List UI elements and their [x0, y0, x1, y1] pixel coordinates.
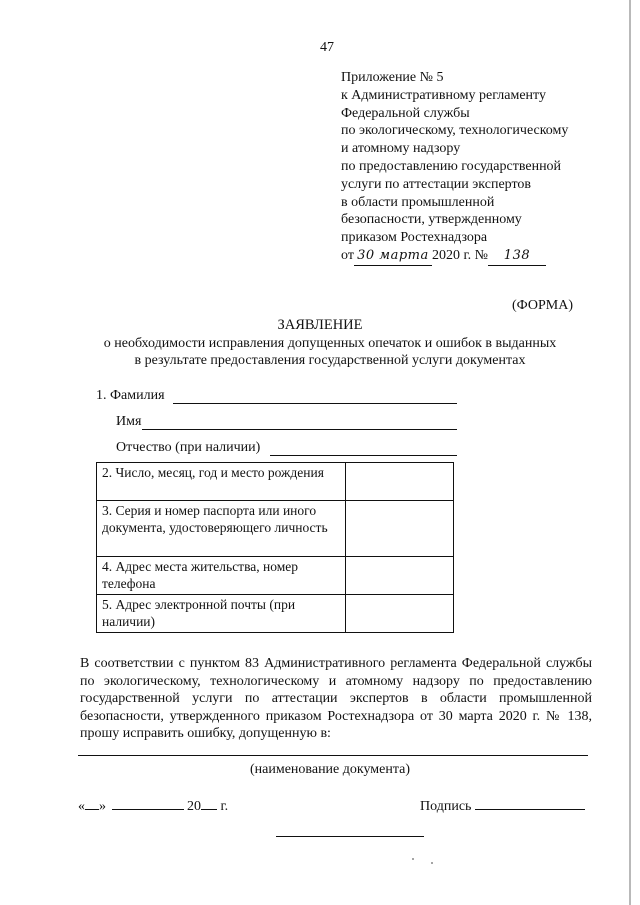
- handwritten-order-number: 138: [488, 247, 546, 266]
- scan-speck: [412, 858, 414, 860]
- year-number-text: 2020 г. №: [431, 247, 488, 263]
- open-quote: «: [78, 799, 85, 814]
- table-row-label: 5. Адрес электронной почты (при наличии): [97, 595, 346, 633]
- signature-input-line[interactable]: [475, 809, 585, 810]
- table-row: [97, 501, 454, 557]
- patronymic-input-line[interactable]: [270, 455, 457, 456]
- year-prefix: 20: [187, 799, 201, 814]
- table-row-label: 2. Число, месяц, год и место рождения: [97, 463, 346, 501]
- year-input-line[interactable]: [201, 809, 217, 810]
- subtitle-line-1: о необходимости исправления допущенных опечаток и ошибок в выданных: [103, 336, 557, 351]
- appendix-line: по предоставлению государственной: [341, 158, 562, 174]
- year-suffix: г.: [220, 799, 229, 814]
- date-field: [78, 799, 228, 815]
- table-row-value-cell[interactable]: [346, 463, 454, 501]
- signature-field: [420, 799, 585, 815]
- close-quote: »: [99, 799, 106, 814]
- signature-label: Подпись: [420, 799, 472, 814]
- subtitle-line-2: в результате предоставления государственной услуги документах: [134, 353, 526, 368]
- appendix-line: приказом Ростехнадзора: [341, 230, 488, 246]
- surname-input-line[interactable]: [173, 403, 457, 404]
- appendix-line: по экологическому, технологическому: [341, 123, 569, 139]
- patronymic-label: Отчество (при наличии): [116, 440, 261, 455]
- appendix-line: и атомному надзору: [341, 141, 461, 157]
- table-row: [97, 595, 454, 633]
- document-title: ЗАЯВЛЕНИЕ: [277, 317, 363, 333]
- appendix-line: услуги по аттестации экспертов: [341, 176, 532, 192]
- document-name-caption: (наименование документа): [250, 762, 411, 777]
- request-body-text: В соответствии с пунктом 83 Административного регламента Федеральной службы по экологическому, технологическому и атомному надзору по предоставлению государственной услуги по аттестации экспертов в области промышленной безопасности, утвержденного приказом Ростехнадзора от 30 марта 2020 г. № 138, прошу исправить ошибку, допущенную в:: [80, 656, 592, 741]
- scan-speck: [431, 862, 433, 864]
- form-label: (ФОРМА): [512, 298, 574, 313]
- page-number: 47: [320, 40, 334, 55]
- appendix-line: к Административному регламенту: [341, 87, 546, 103]
- applicant-info-table: [96, 462, 454, 633]
- appendix-block: [341, 69, 601, 266]
- table-row-value-cell[interactable]: [346, 557, 454, 595]
- name-input-line[interactable]: [142, 429, 457, 430]
- surname-label: 1. Фамилия: [96, 388, 165, 403]
- table-row: [97, 463, 454, 501]
- appendix-line: Приложение № 5: [341, 70, 444, 85]
- day-input-line[interactable]: [85, 809, 99, 810]
- appendix-line: безопасности, утвержденному: [341, 212, 522, 228]
- name-label: Имя: [116, 414, 142, 429]
- scan-edge-line: [629, 0, 631, 905]
- document-name-input-line[interactable]: [78, 755, 588, 756]
- date-prefix: от: [341, 247, 354, 263]
- table-row-value-cell[interactable]: [346, 501, 454, 557]
- appendix-line: в области промышленной: [341, 194, 495, 210]
- signature-name-line[interactable]: [276, 836, 424, 837]
- table-row-label: 4. Адрес места жительства, номер телефона: [97, 557, 346, 595]
- order-date-line: [341, 247, 601, 266]
- month-input-line[interactable]: [112, 809, 184, 810]
- table-row-value-cell[interactable]: [346, 595, 454, 633]
- handwritten-date: 30 марта: [354, 247, 432, 266]
- table-row-label: 3. Серия и номер паспорта или иного документа, удостоверяющего личность: [97, 501, 346, 557]
- table-row: [97, 557, 454, 595]
- appendix-line: Федеральной службы: [341, 105, 470, 121]
